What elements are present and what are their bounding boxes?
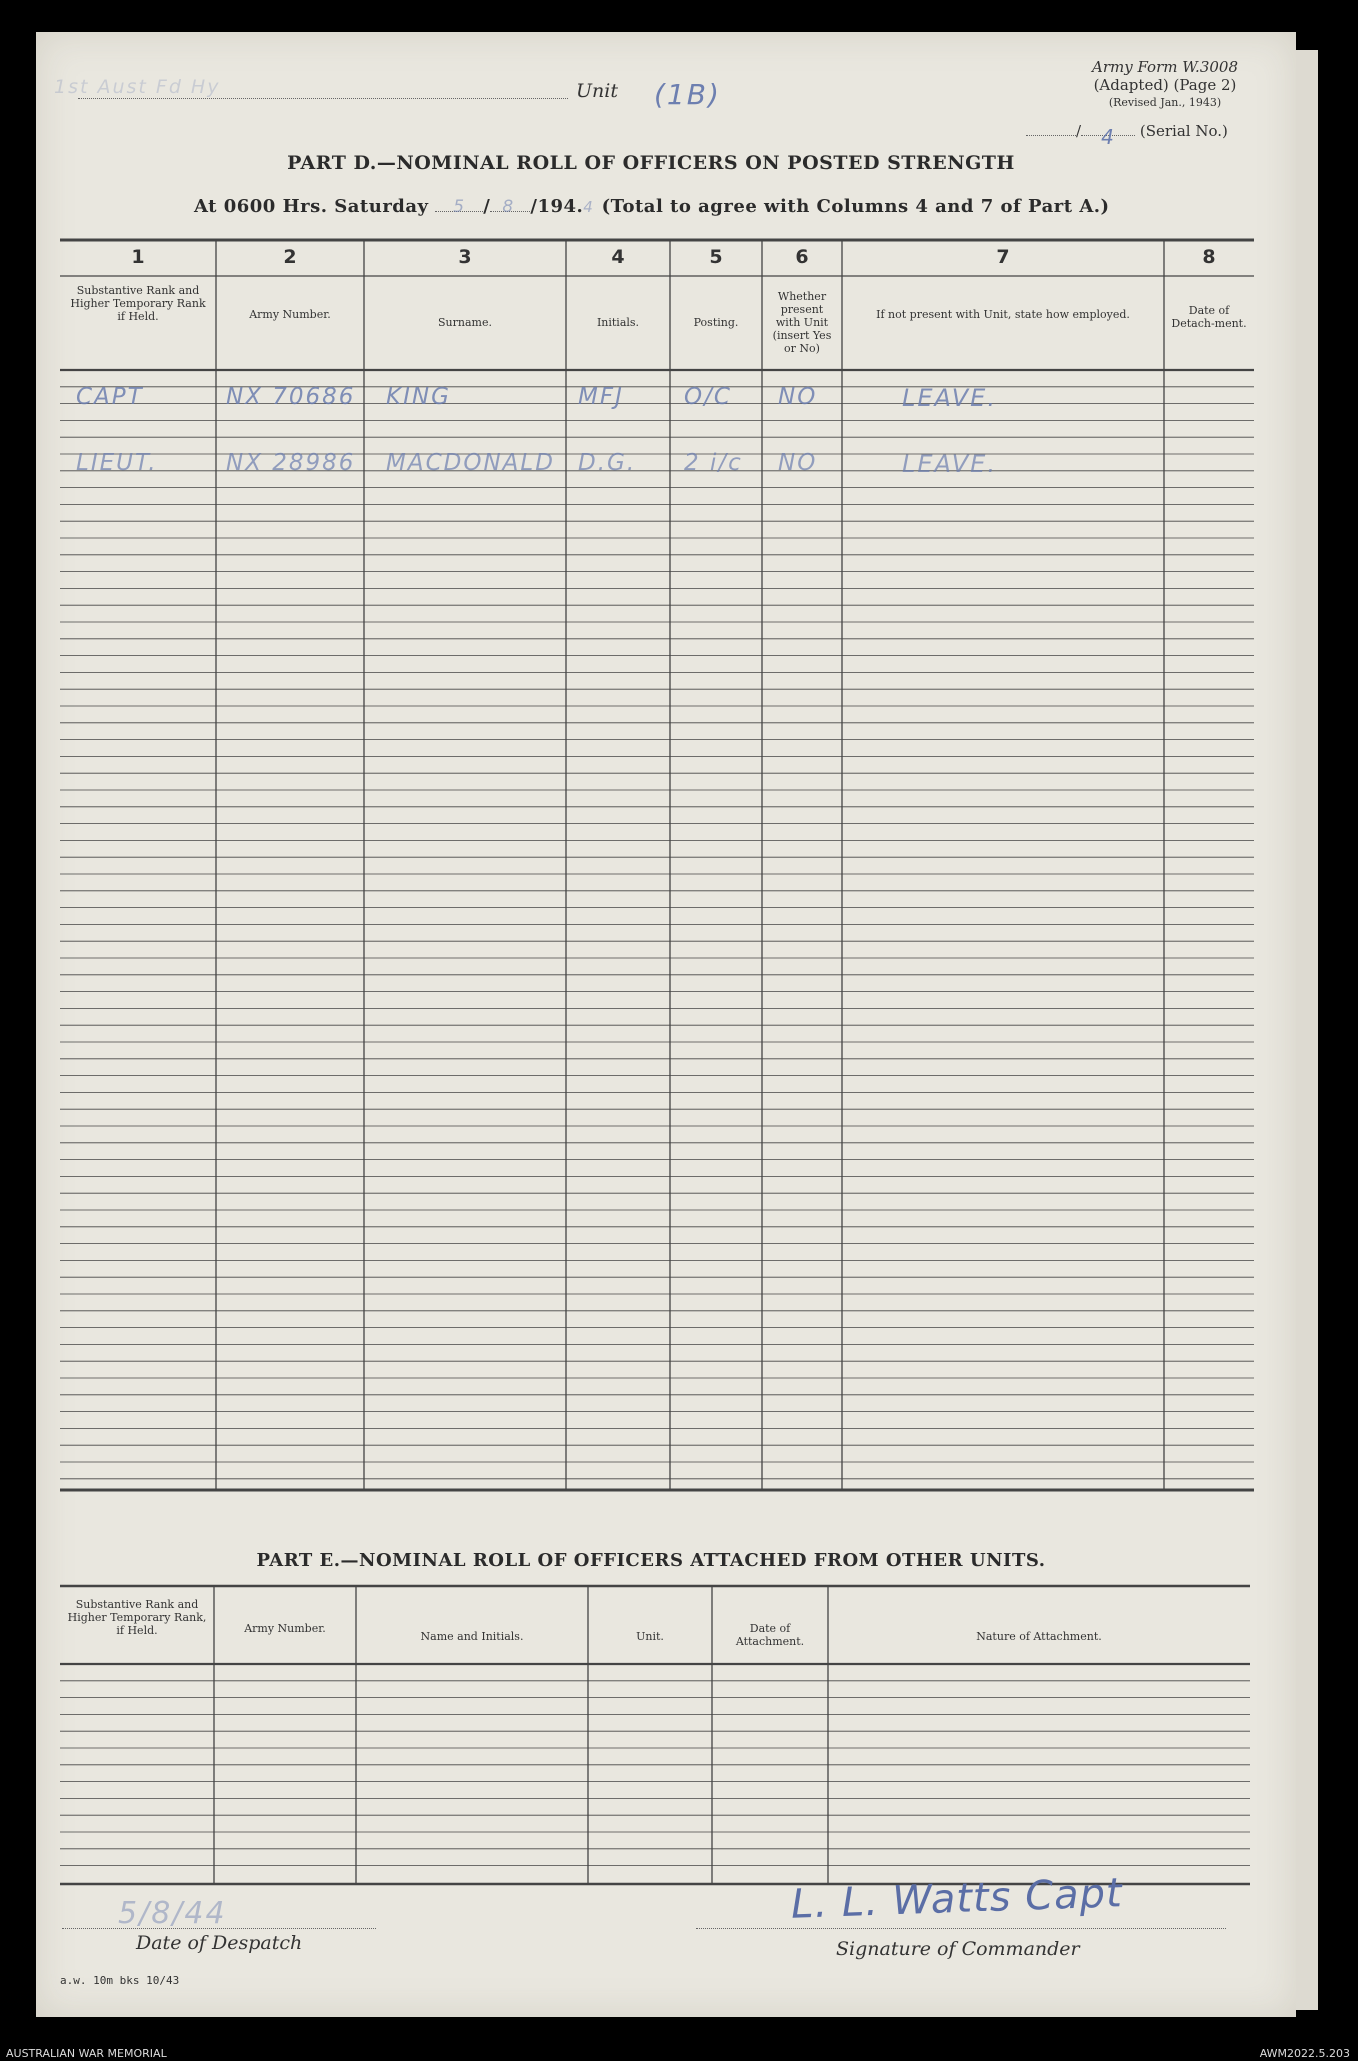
row-1-rank: CAPT	[76, 384, 144, 410]
date-year-prefix: /194.	[530, 196, 584, 217]
row-1-initials: MFJ	[578, 384, 624, 410]
part-e-header-3: Name and Initials.	[420, 1630, 524, 1643]
date-prefix: At 0600 Hrs. Saturday	[194, 196, 429, 217]
row-2-rank: LIEUT.	[76, 450, 158, 476]
serial-value: 4	[1101, 125, 1116, 149]
date-year: 4	[583, 198, 595, 216]
form-sheet	[36, 32, 1296, 2017]
part-e-header-4: Unit.	[636, 1630, 664, 1643]
part-d-header-2: Army Number.	[249, 308, 331, 321]
row-2-initials: D.G.	[578, 450, 637, 476]
part-e-header-1: Substantive Rank and Higher Temporary Rank, if Held.	[67, 1598, 207, 1637]
serial-label: (Serial No.)	[1139, 122, 1228, 140]
row-1-posting: O/C	[684, 384, 732, 410]
date-suffix: (Total to agree with Columns 4 and 7 of Part A.)	[601, 196, 1110, 217]
part-d-header-6: Whether present with Unit (insert Yes or No)	[772, 290, 832, 355]
row-2-employed: LEAVE.	[902, 450, 997, 478]
unit-label: Unit	[576, 80, 618, 102]
row-2-surname: MACDONALD	[386, 450, 555, 476]
despatch-date-value: 5/8/44	[118, 1896, 227, 1931]
form-id-line1: Army Form W.3008	[1092, 58, 1238, 76]
caption-right: AWM2022.5.203	[1259, 2047, 1350, 2060]
part-d-header-5: Posting.	[693, 316, 739, 329]
row-2-number: NX 28986	[226, 450, 356, 476]
part-d-header-4: Initials.	[596, 316, 640, 329]
underlying-page-edge	[1296, 50, 1318, 2010]
date-day: 5	[453, 197, 467, 217]
part-e-header-5: Date of Attachment.	[735, 1622, 805, 1648]
column-number-4: 4	[611, 246, 625, 268]
form-id-line2: (Adapted) (Page 2)	[1093, 76, 1237, 94]
column-number-3: 3	[458, 246, 472, 268]
caption-left: AUSTRALIAN WAR MEMORIAL	[6, 2047, 167, 2060]
part-d-header-8: Date of Detach-ment.	[1171, 304, 1247, 330]
row-1-employed: LEAVE.	[902, 384, 997, 412]
signature-dotted-line	[696, 1904, 1226, 1929]
column-number-5: 5	[709, 246, 723, 268]
column-number-1: 1	[131, 246, 145, 268]
part-d-date-line: At 0600 Hrs. Saturday 5 / 8 /194.4 (Total to agree with Columns 4 and 7 of Part A.)	[194, 196, 1110, 217]
part-e-header-6: Nature of Attachment.	[976, 1630, 1102, 1643]
part-d-title: PART D.—NOMINAL ROLL OF OFFICERS ON POSTED STRENGTH	[287, 152, 1015, 174]
column-number-7: 7	[996, 246, 1010, 268]
part-d-header-1: Substantive Rank and Higher Temporary Rank if Held.	[70, 284, 206, 323]
part-e-title: PART E.—NOMINAL ROLL OF OFFICERS ATTACHED FROM OTHER UNITS.	[256, 1550, 1046, 1571]
column-number-2: 2	[283, 246, 297, 268]
despatch-label: Date of Despatch	[136, 1932, 303, 1954]
part-d-header-7: If not present with Unit, state how employed.	[876, 308, 1130, 321]
despatch-dotted-line	[62, 1902, 376, 1929]
serial-number-line: / 4 (Serial No.)	[1026, 122, 1228, 140]
date-month: 8	[502, 197, 516, 217]
unit-name-faint: 1st Aust Fd Hy	[54, 76, 221, 98]
part-d-header-3: Surname.	[438, 316, 492, 329]
column-number-8: 8	[1202, 246, 1216, 268]
row-1-number: NX 70686	[226, 384, 356, 410]
row-2-present: NO	[778, 450, 818, 476]
row-2-posting: 2 i/c	[684, 450, 743, 476]
print-code: a.w. 10m bks 10/43	[60, 1974, 180, 1987]
column-number-6: 6	[795, 246, 809, 268]
row-1-present: NO	[778, 384, 818, 410]
form-id-line3: (Revised Jan., 1943)	[1108, 96, 1222, 109]
commander-signature: L. L. Watts Capt	[790, 1870, 1124, 1928]
part-d-table-grid	[36, 32, 1296, 2017]
row-1-surname: KING	[386, 384, 451, 410]
signature-label: Signature of Commander	[836, 1938, 1080, 1960]
unit-value: (1B)	[654, 78, 721, 111]
part-e-header-2: Army Number.	[244, 1622, 326, 1635]
